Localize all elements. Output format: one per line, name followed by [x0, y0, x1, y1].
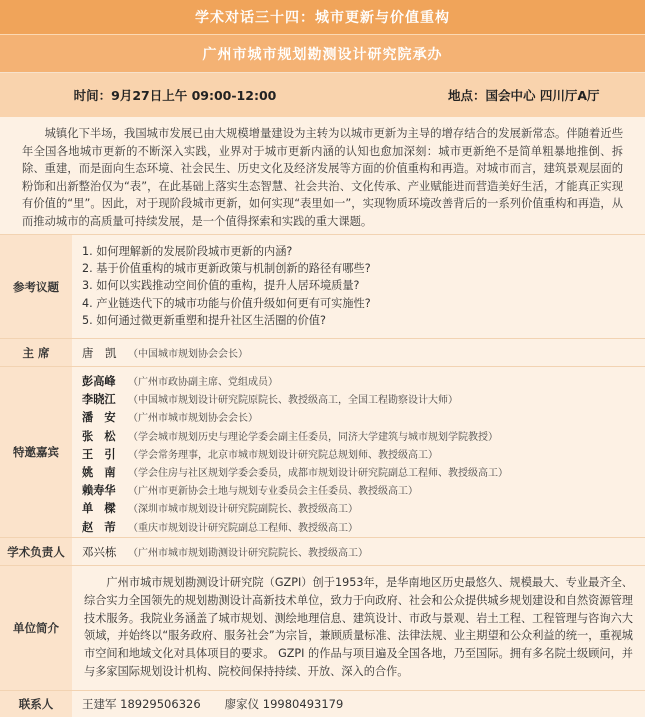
guest-item: [82, 373, 635, 391]
guests-label: 特邀嘉宾: [0, 367, 72, 537]
unit-description: 广州市城市规划勘测设计研究院（GZPI）创于1953年，是华南地区历史最悠久、规模最大、专业最齐全、综合实力全国领先的规划勘测设计高新技术单位，致力于向政府、社会和公众提供城乡规划建设和自然资源管理技术服务。我院业务涵盖了城市规划、测绘地理信息、建筑设计、市政与景观、岩土工程、工程管理与咨询六大领域，并始终以“服务政府、服务社会”为宗旨，兼顾质量标准、法律法规、业主期望和公众利益的统一，重视城市空间和地域文化对具体项目的要求。 GZPI 的作品与项目遍及全国各地，乃至国际。拥有多名院士级顾问，并与多家国际规划设计机构、院校间保持持续、开放、深入的合作。: [84, 576, 633, 678]
lead-title: （广州市城市规划勘测设计研究院院长、教授级高工）: [128, 548, 368, 559]
guest-item: [82, 519, 635, 537]
lead-name: 邓兴栋: [82, 544, 117, 559]
guest-name: 李晓江: [82, 393, 116, 407]
topic-item: 3. 如何以实践推动空间价值的重构，提升人居环境质量?: [82, 279, 360, 293]
lead-label: 学术负责人: [0, 538, 72, 565]
guest-item: [82, 409, 635, 427]
topics-label: 参考议题: [0, 235, 72, 338]
host-name: 唐 凯: [82, 345, 117, 360]
topic-item: 1. 如何理解新的发展阶段城市更新的内涵?: [82, 245, 293, 258]
guest-item: [82, 428, 635, 446]
guest-name: 张 松: [82, 429, 116, 443]
guest-title: （广州市城市规划协会会长）: [128, 413, 258, 425]
contact-row: [0, 691, 645, 717]
event-place: 地点：国会中心 四川厅A厅: [448, 88, 600, 103]
lead-row: [0, 538, 645, 566]
guest-title: （广州市政协副主席、党组成员）: [128, 377, 278, 388]
guest-name: 姚 南: [82, 465, 116, 479]
guest-item: [82, 391, 635, 409]
guest-item: [82, 446, 635, 464]
guest-name: 赖寿华: [82, 484, 116, 498]
topic-item: 2. 基于价值重构的城市更新政策与机制创新的路径有哪些?: [82, 262, 371, 276]
guest-name: 王 引: [82, 447, 116, 461]
contact-1: 王建军 18929506326: [82, 697, 201, 711]
guest-title: （重庆市规划设计研究院副总工程师、教授级高工）: [128, 522, 358, 534]
event-time: 时间：9月27日上午 09:00-12:00: [73, 88, 277, 103]
contact-2: 廖家仪 19980493179: [224, 697, 344, 711]
guest-item: [82, 482, 635, 500]
guest-title: （学会城市规划历史与理论学委会副主任委员，同济大学建筑与城市规划学院教授）: [128, 431, 498, 443]
guest-name: 彭高峰: [82, 375, 116, 388]
guest-name: 赵 芾: [82, 520, 116, 534]
guest-title: （学会常务理事，北京市城市规划设计研究院总规划师、教授级高工）: [128, 449, 438, 461]
guest-title: （中国城市规划设计研究院原院长、教授级高工，全国工程勘察设计大师）: [128, 395, 458, 407]
intro-paragraph: 城镇化下半场，我国城市发展已由大规模增量建设为主转为以城市更新为主导的增存结合的发展新常态。伴随着近些年全国各地城市更新的不断深入实践，业界对于城市更新内涵的认知也愈加深刻：城市更新绝不是简单粗暴地推倒、拆除、重建，而是面向生态环境、社会民生、历史文化及经济发展等方面的价值重构和再造。对城市而言，建筑景观层面的粉饰和出新整治仅为“表”，在此基础上落实生态智慧、社会共治、文化传承、产业赋能进而营造美好生活，才能真正实现有价值的“里”。因此，对于现阶段城市更新，如何实现“表里如一”，实现物质环境改善背后的一系列价值重构和再造，从而推动城市的高质量可持续发展，是一个值得探索和实践的重大课题。: [0, 117, 645, 235]
guests-row: [0, 367, 645, 538]
unit-label: 单位简介: [0, 566, 72, 690]
topic-item: 5. 如何通过微更新重塑和提升社区生活圈的价值?: [82, 313, 326, 327]
guest-name: 单 樑: [82, 502, 116, 516]
topics-row: [0, 235, 645, 339]
host-label: 主 席: [0, 339, 72, 366]
event-title: 学术对话三十四：城市更新与价值重构: [0, 0, 645, 34]
guest-title: （深圳市城市规划设计研究院副院长、教授级高工）: [128, 504, 358, 516]
topics-list: [72, 235, 645, 338]
host-title: （中国城市规划协会会长）: [128, 349, 248, 360]
unit-row: [0, 566, 645, 691]
guest-name: 潘 安: [82, 411, 116, 425]
guest-item: [82, 464, 635, 482]
guest-title: （广州市更新协会土地与规划专业委员会主任委员、教授级高工）: [128, 486, 418, 498]
host-row: [0, 339, 645, 367]
contact-label: 联系人: [0, 691, 72, 717]
guest-title: （学会住房与社区规划学委会委员，成都市规划设计研究院副总工程师、教授级高工）: [128, 467, 508, 479]
guest-item: [82, 500, 635, 518]
topic-item: 4. 产业链迭代下的城市功能与价值升级如何更有可实施性?: [82, 296, 371, 310]
organizer-banner: 广州市城市规划勘测设计研究院承办: [0, 34, 645, 72]
guests-list: [72, 367, 645, 537]
time-place-bar: [0, 72, 645, 117]
